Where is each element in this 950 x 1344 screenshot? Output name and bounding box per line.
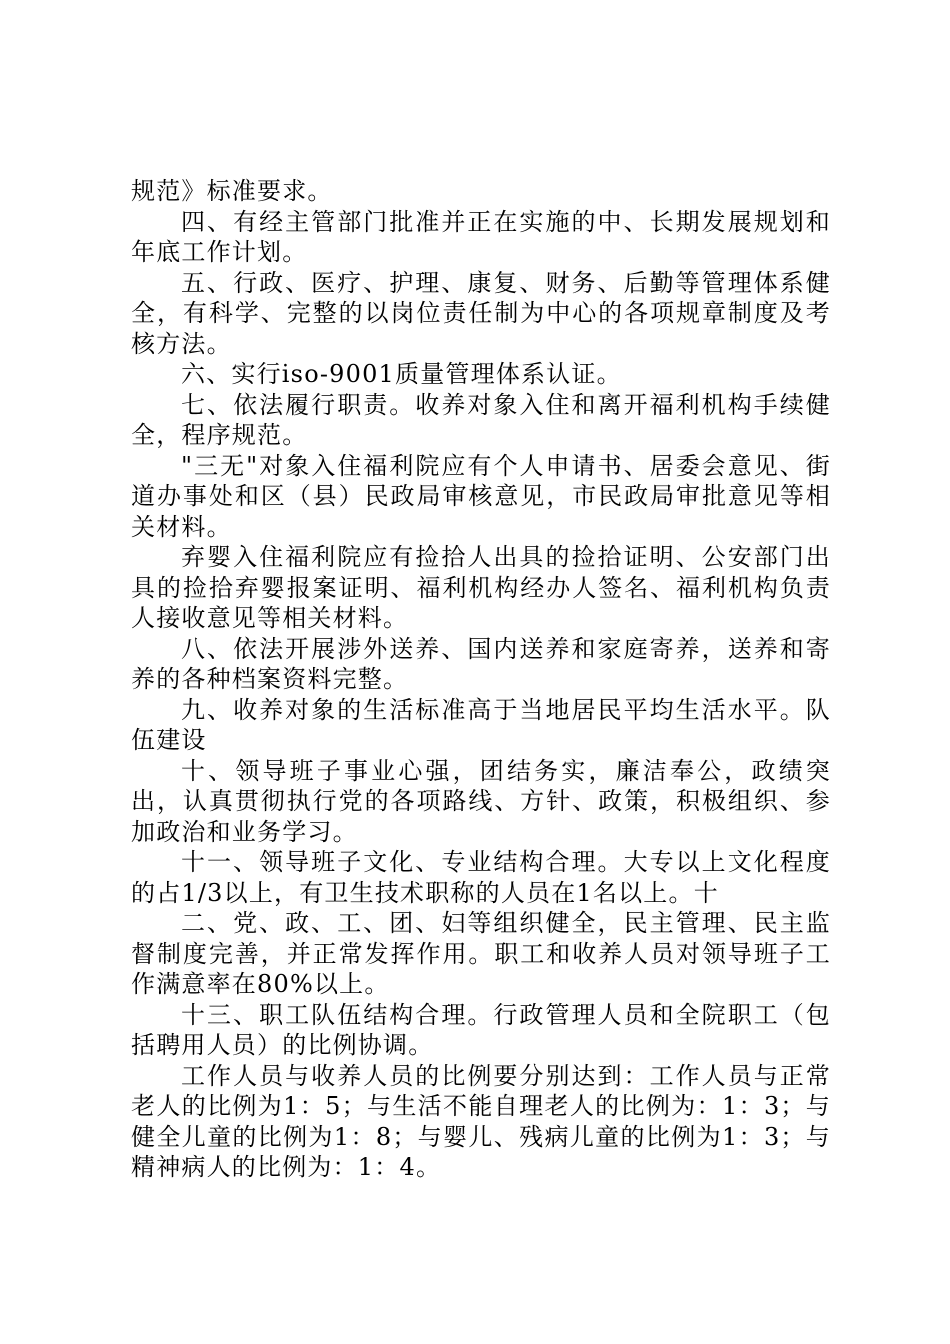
paragraph-4: 六、实行iso-9001质量管理体系认证。 [181, 360, 622, 388]
paragraph-9: 九、收养对象的生活标准高于当地居民平均生活水平。队伍建设 [131, 695, 831, 754]
paragraph-14: 工作人员与收养人员的比例要分别达到：工作人员与正常老人的比例为1：5；与生活不能自理老人的比例为：1：3；与健全儿童的比例为1：8；与婴儿、残病儿童的比例为1：3；与精神病人的比例为：1：4。 [131, 1061, 831, 1181]
document-body [131, 176, 831, 1183]
paragraph-7: 弃婴入住福利院应有捡拾人出具的捡拾证明、公安部门出具的捡拾弃婴报案证明、福利机构经办人签名、福利机构负责人接收意见等相关材料。 [131, 543, 831, 632]
paragraph-8: 八、依法开展涉外送养、国内送养和家庭寄养，送养和寄养的各种档案资料完整。 [131, 634, 831, 693]
paragraph-10: 十、领导班子事业心强，团结务实，廉洁奉公，政绩突出，认真贯彻执行党的各项路线、方针、政策，积极组织、参加政治和业务学习。 [131, 756, 831, 846]
paragraph-12: 二、党、政、工、团、妇等组织健全，民主管理、民主监督制度完善，并正常发挥作用。职工和收养人员对领导班子工作满意率在80%以上。 [131, 909, 831, 998]
paragraph-5: 七、依法履行职责。收养对象入住和离开福利机构手续健全，程序规范。 [131, 390, 831, 449]
paragraph-13: 十三、职工队伍结构合理。行政管理人员和全院职工（包括聘用人员）的比例协调。 [131, 1000, 831, 1059]
paragraph-2: 四、有经主管部门批准并正在实施的中、长期发展规划和年底工作计划。 [131, 207, 831, 266]
paragraph-11: 十一、领导班子文化、专业结构合理。大专以上文化程度的占1/3以上，有卫生技术职称的人员在1名以上。十 [131, 848, 831, 907]
paragraph-6: "三无"对象入住福利院应有个人申请书、居委会意见、街道办事处和区（县）民政局审核意见，市民政局审批意见等相关材料。 [131, 451, 831, 541]
paragraph-3: 五、行政、医疗、护理、康复、财务、后勤等管理体系健全，有科学、完整的以岗位责任制为中心的各项规章制度及考核方法。 [131, 268, 831, 358]
paragraph-1: 规范》标准要求。 [131, 177, 333, 205]
